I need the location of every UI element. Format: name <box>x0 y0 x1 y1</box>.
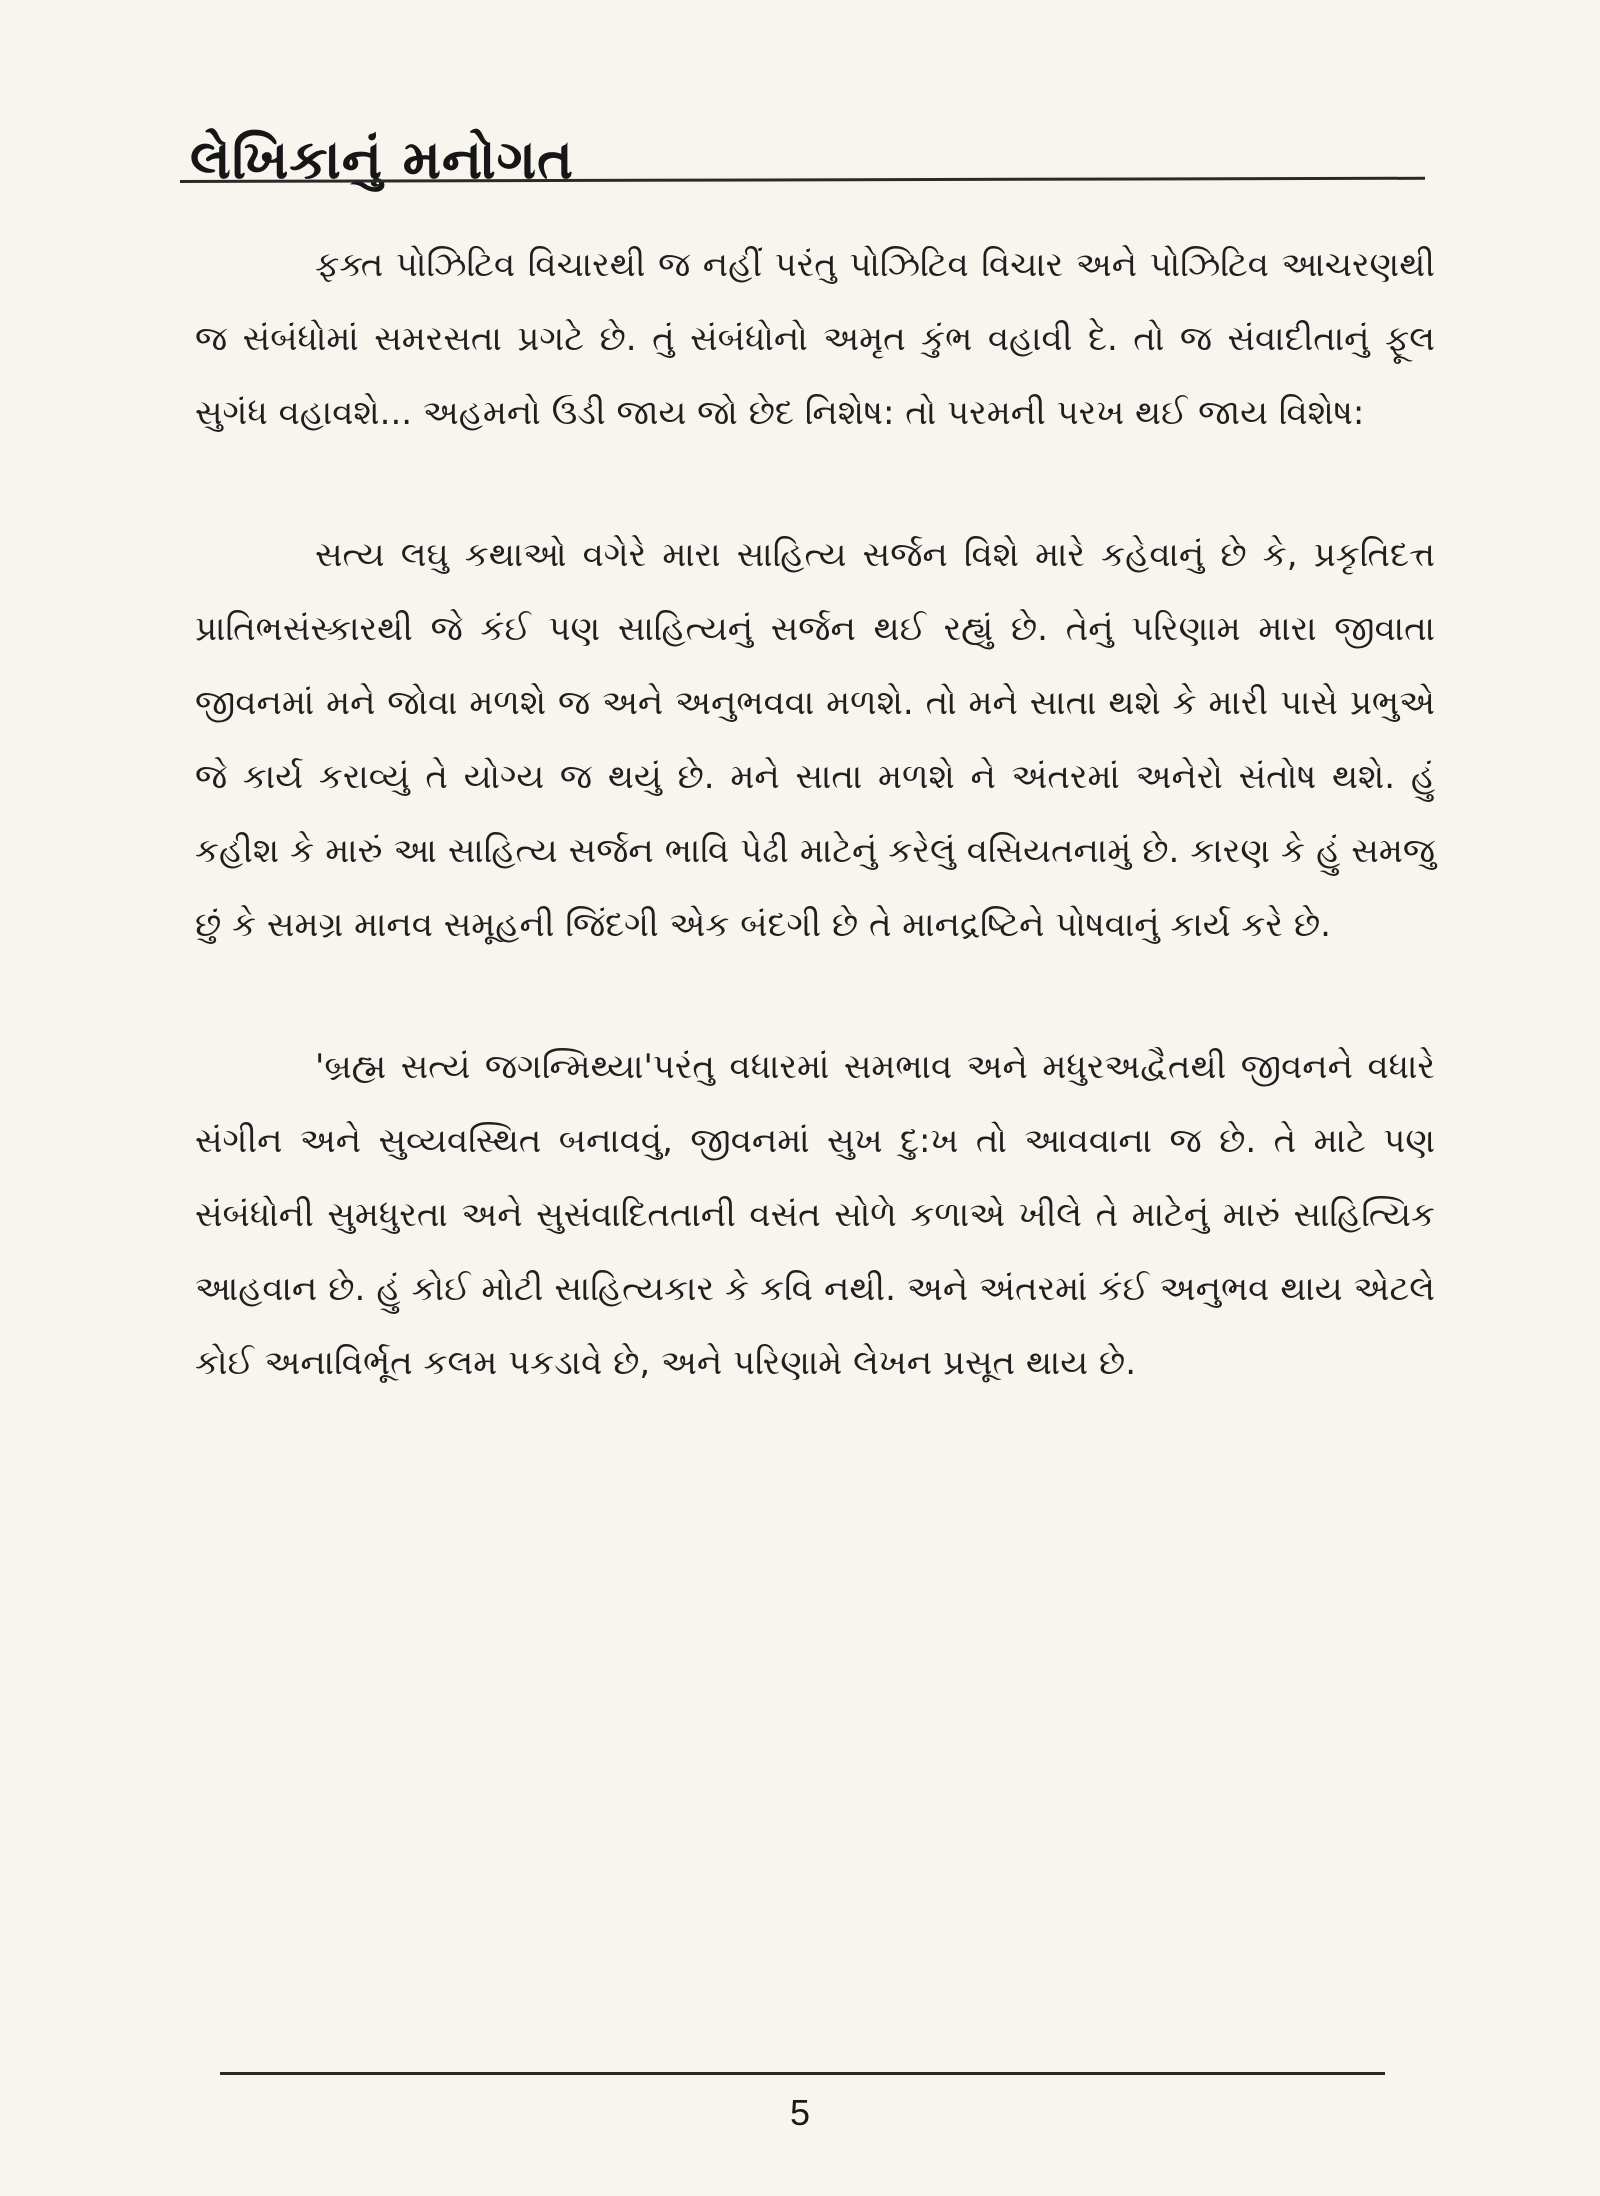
body-text <box>195 228 1435 1468</box>
footer-divider <box>220 2072 1385 2075</box>
page-number: 5 <box>789 2092 811 2133</box>
paragraph-3: 'બ્રહ્મ સત્યં જગન્મિથ્યા'પરંતુ વધારમાં સમભાવ અને મધુરઅદ્વૈતથી જીવનને વધારે સંગીન અને સુવ્યવસ્થિત બનાવવું, જીવનમાં સુખ દુ:ખ તો આવવાના જ છે. તે માટે પણ સંબંધોની સુમધુરતા અને સુસંવાદિતતાની વસંત સોળે કળાએ ખીલે તે માટેનું મારું સાહિત્યિક આહવાન છે. હું કોઈ મોટી સાહિત્યકાર કે કવિ નથી. અને અંતરમાં કંઈ અનુભવ થાય એટલે કોઈ અનાવિર્ભૂત કલમ પકડાવે છે, અને પરિણામે લેખન પ્રસૂત થાય છે. <box>195 1047 1435 1383</box>
page-title: લેખિકાનું મનોગત <box>190 128 574 191</box>
paragraph-2: સત્ય લઘુ કથાઓ વગેરે મારા સાહિત્ય સર્જન વિશે મારે કહેવાનું છે કે, પ્રકૃતિદત્ત પ્રાતિભસંસ્કારથી જે કંઈ પણ સાહિત્યનું સર્જન થઈ રહ્યું છે. તેનું પરિણામ મારા જીવાતા જીવનમાં મને જોવા મળશે જ અને અનુભવવા મળશે. તો મને સાતા થશે કે મારી પાસે પ્રભુએ જે કાર્ય કરાવ્યું તે યોગ્ય જ થયું છે. મને સાતા મળશે ને અંતરમાં અનેરો સંતોષ થશે. હું કહીશ કે મારું આ સાહિત્ય સર્જન ભાવિ પેઢી માટેનું કરેલું વસિયતનામું છે. કારણ કે હું સમજુ છું કે સમગ્ર માનવ સમૂહની જિંદગી એક બંદગી છે તે માનદ્રષ્ટિને પોષવાનું કાર્ય કરે છે. <box>195 535 1435 945</box>
paragraph-1: ફક્ત પોઝિટિવ વિચારથી જ નહીં પરંતુ પોઝિટિવ વિચાર અને પોઝિટિવ આચરણથી જ સંબંધોમાં સમરસતા પ્રગટે છે. તું સંબંધોનો અમૃત કુંભ વહાવી દે. તો જ સંવાદીતાનું ફૂલ સુગંધ વહાવશે... અહમનો ઉડી જાય જો છેદ નિશેષ: તો પરમની પરખ થઈ જાય વિશેષ: <box>195 245 1435 433</box>
